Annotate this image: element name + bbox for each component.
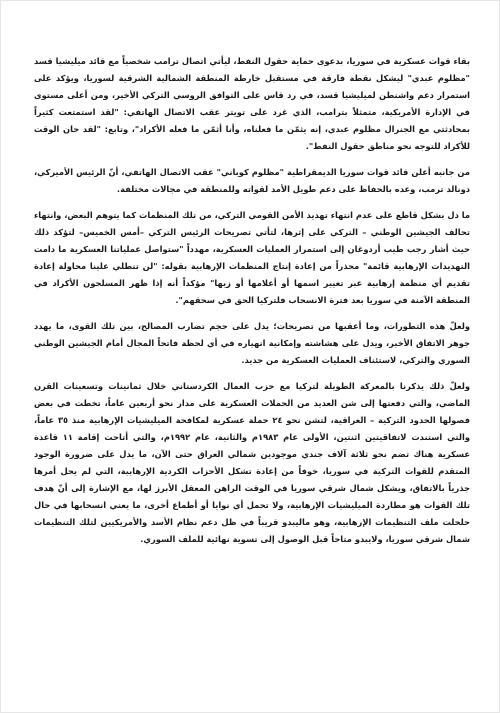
article-body bbox=[34, 53, 470, 556]
paragraph-2: من جانبه أعلن قائد قوات سوريا الديمقراطية "مظلوم كوباني" عقب الاتصال الهاتفي، أنّ الرئيس الأميركي، دونالد ترمب، وعده بالحفاظ على دعم طويل الأمد لقواته وللمنطقة في مجالات مختلفة. bbox=[34, 167, 470, 194]
paragraph-5: ولعلّ ذلك يذكرنا بالمعركة الطويلة لتركيا مع حزب العمال الكردستاني خلال ثمانينات وتسعينات القرن الماضي، والتي دفعتها إلى شن العديد من الحملات العسكرية على مدار نحو أربعين عاماً، تخطت في بعض فصولها الحدود التركية – العراقية، لتشن نحو ٢٤ حملة عسكرية لمكافحة الميليشيات الإرهابية منذ ٣٥ عاماً، والتي استندت لاتفاقيتين اثنتين، الأولى عام ١٩٨٣م والثانية، عام ١٩٩٢م، والتي أتاحت إقامة ١١ قاعدة عسكرية هناك تضم نحو ثلاثة آلاف جندي موجودين شمالي العراق حتى الآن، ما يدل على ضرورة الوجود المتقدم للقوات التركية في سوريا، خوفاً من إعادة تشكل الأحزاب الكردية الإرهابية، التي لم يحل أمرها جذرياً بالاتفاق، ويشكل شمال شرقي سوريا في الوقت الراهن المعقل الأبرز لها، مع الإشارة إلى أنّ هدف تلك القوات هو مطاردة الميليشيات الإرهابية، ولا تحمل أي نوايا أو أطماع أخرى، ما يعني انسحابها في حال حلحلت ملف التنظيمات الإرهابية، وهو ماليبدو قريباً في ظل دعم نظام الأسد والأمريكيين لتلك التنظيمات شمال شرقي سوريا، ولايبدو متاحاً قبل الوصول إلى تسوية نهائية للملف السوري. bbox=[34, 381, 470, 544]
paragraph-3: ما دل بشكل قاطع على عدم انتهاء تهديد الأمن القومي التركي، من تلك المنظمات كما يتوهم البعض، وانتهاء تحالف الجيشين الوطني – التركي على إثرها، لتأتي تصريحات الرئيس التركي –أمس الخميس– لتؤكد ذلك حيث أشار رجب طيب أردوغان إلى استمرار العمليات العسكرية، مهدداً "ستواصل عملياتنا العسكرية ما دامت التهديدات الإرهابية قائمة" محذراً من إعادة إنتاج المنظمات الإرهابية بقوله: "لن تنطلي علينا محاولة إعادة تقديم أي منظمة إرهابية عبر تغيير اسمها أو أعلامها أو زيها" مؤكداً أنه إذا ظهر المسلحون الأكراد في المنطقة الآمنة في سوريا بعد فترة الانسحاب فلتركيا الحق في سحقهم". bbox=[34, 210, 470, 305]
paragraph-1: بقاء قوات عسكرية في سوريا، بدعوى حماية حقول النفط، ليأتي اتصال ترامب شخصياً مع قائد ميليشيا قسد "مظلوم عبدي" ليشكل نقطة فارقة في مستقبل خارطة المنطقة الشمالية الشرقية لسوريا، ويؤكد على استمرار دعم واشنطن لميليشيا قسد، في رد قاس على التوافق الروسي التركي الأخير، ومن أعلى مستوى في الإدارة الأمريكية، متمثلاً بترامب، الذي غرد على تويتر عقب الاتصال الهاتفي: "لقد استمتعت كثيراً بمحادثتي مع الجنرال مظلوم عبدي، إنه يثمّن ما فعلناه، وأنا أثمّن ما فعله الأكراد"، وتابع: "لقد حان الوقت للأكراد للتوجه نحو مناطق حقول النفط". bbox=[34, 56, 470, 151]
paragraph-4: ولعلّ هذه التطورات، وما أعقبها من تصريحات؛ يدل على حجم تضارب المصالح، بين تلك القوى، ما يهدد جوهر الاتفاق الأخير، ويدل على هشاشته وإمكانية انهياره في أي لحظة فاتحاً المجال أمام الجيشين الوطني السوري والتركي، لاستئناف العمليات العسكرية من جديد. bbox=[34, 321, 470, 365]
